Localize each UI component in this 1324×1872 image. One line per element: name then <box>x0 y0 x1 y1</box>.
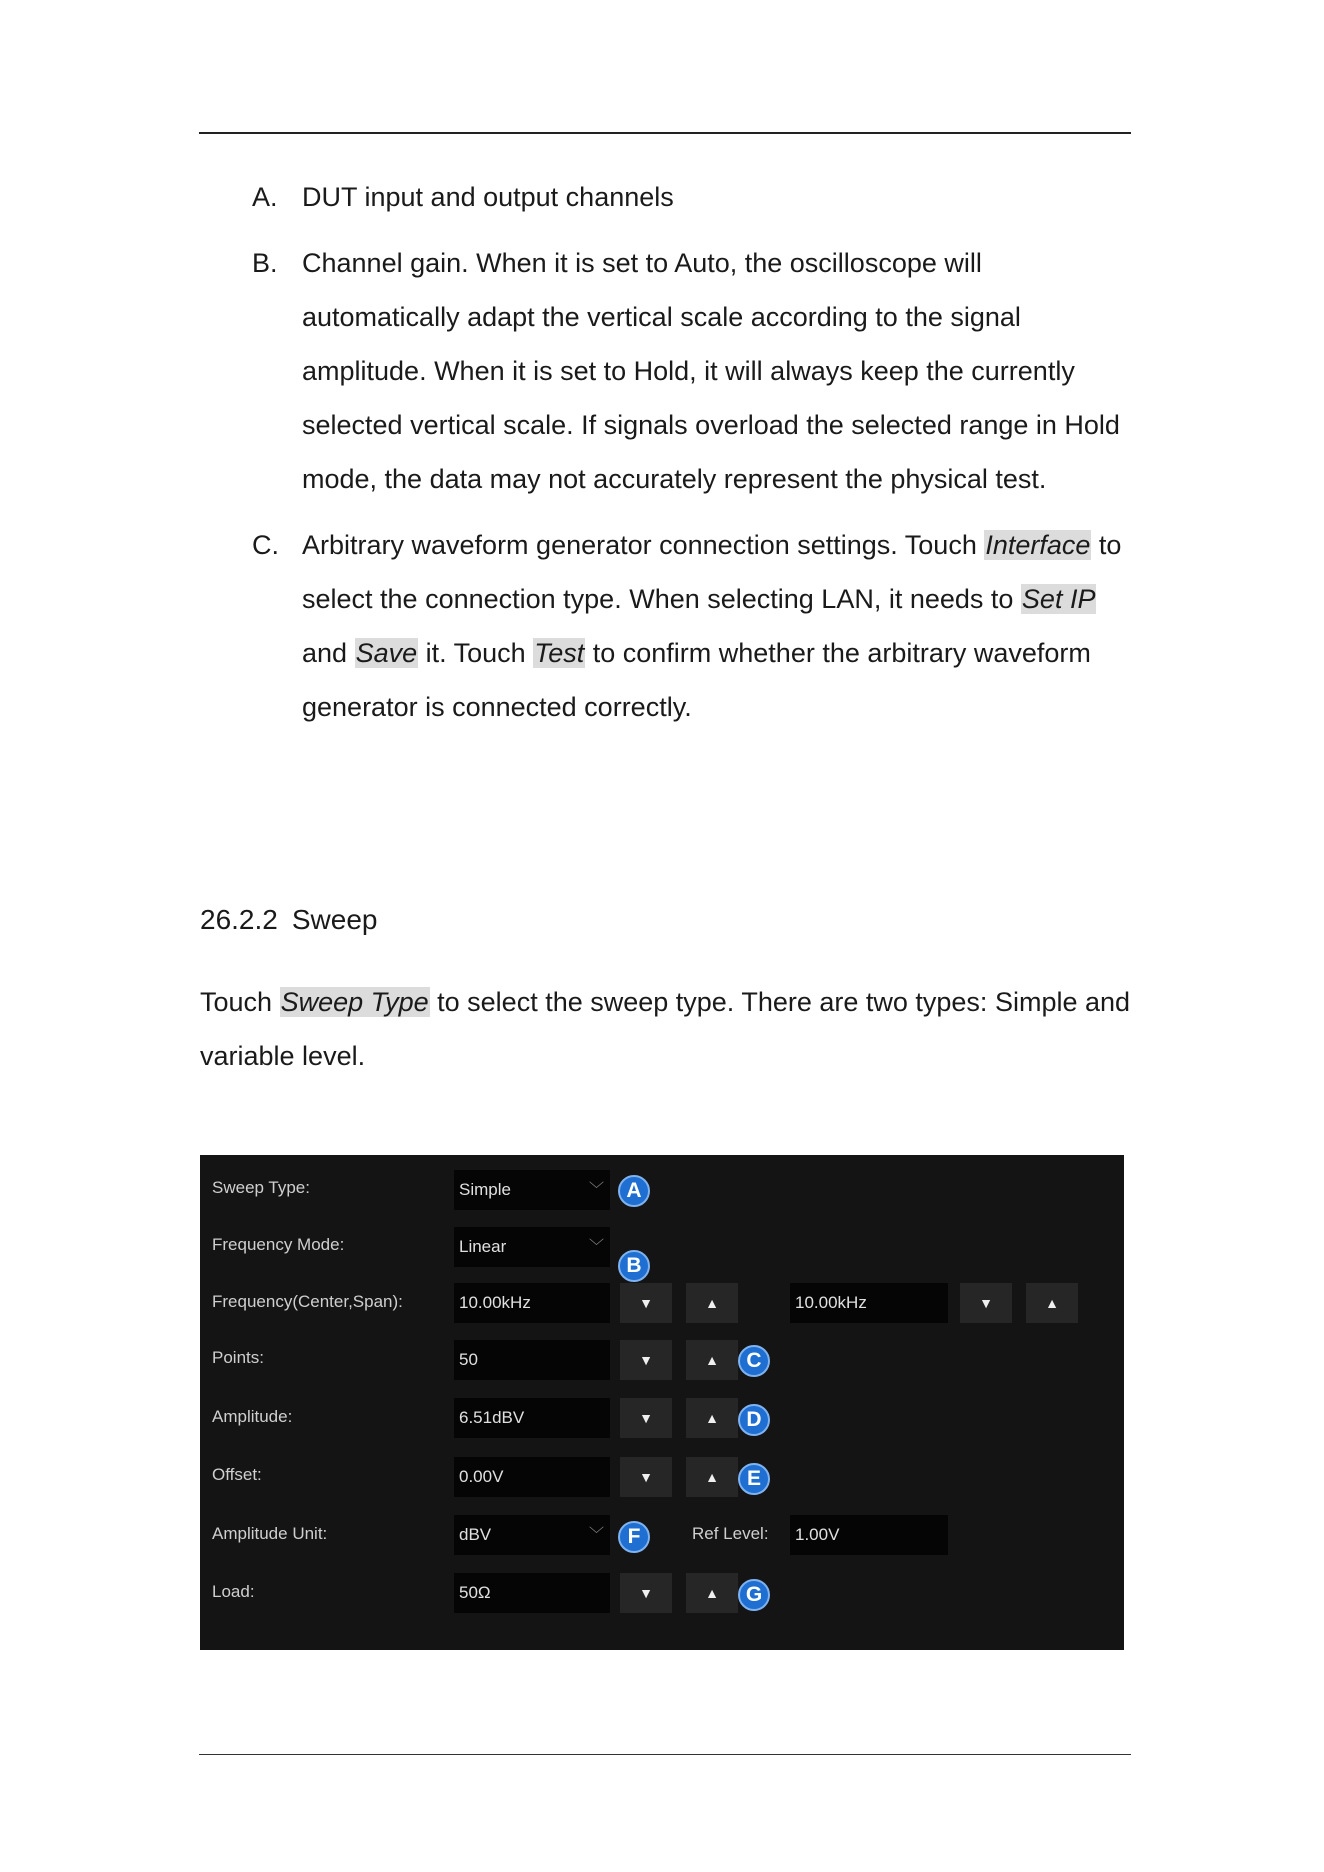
offset-down-button[interactable]: ▼ <box>620 1457 672 1497</box>
frequency-center-down-button[interactable]: ▼ <box>620 1283 672 1323</box>
menu-term: Test <box>534 638 585 668</box>
section-title: Sweep <box>291 904 378 935</box>
footer-rule <box>199 1754 1131 1755</box>
text-run: it. Touch <box>418 638 534 668</box>
menu-term: Set IP <box>1021 584 1096 614</box>
list-item-text <box>302 170 1132 224</box>
chevron-down-icon: ﹀ <box>588 1181 604 1198</box>
text-run: Arbitrary waveform generator connection settings. Touch <box>302 530 985 560</box>
offset-label: Offset: <box>212 1465 262 1484</box>
frequency-mode-value: Linear <box>459 1237 507 1256</box>
list-marker: C. <box>252 530 279 560</box>
offset-input[interactable]: 0.00V <box>454 1457 610 1497</box>
load-input[interactable]: 50Ω <box>454 1573 610 1613</box>
para-text: to select the sweep type. There are two types: Simple and variable level. <box>200 987 1131 1071</box>
menu-term: Save <box>355 638 418 668</box>
amplitude-input[interactable]: 6.51dBV <box>454 1398 610 1438</box>
para-text: Touch <box>200 987 280 1017</box>
frequency-center-up-button[interactable]: ▲ <box>686 1283 738 1323</box>
points-input[interactable]: 50 <box>454 1340 610 1380</box>
frequency-mode-select[interactable] <box>454 1227 610 1267</box>
points-label: Points: <box>212 1348 264 1367</box>
list-item-text <box>302 518 1132 734</box>
points-down-button[interactable]: ▼ <box>620 1340 672 1380</box>
amplitude-down-button[interactable]: ▼ <box>620 1398 672 1438</box>
frequency-span-down-button[interactable]: ▼ <box>960 1283 1012 1323</box>
points-up-button[interactable]: ▲ <box>686 1340 738 1380</box>
list-item <box>252 236 1132 506</box>
amplitude-unit-value: dBV <box>459 1525 492 1544</box>
list-item <box>252 518 1132 734</box>
sweep-type-select[interactable] <box>454 1170 610 1210</box>
frequency-label: Frequency(Center,Span): <box>212 1292 403 1311</box>
frequency-span-input[interactable]: 10.00kHz <box>790 1283 948 1323</box>
sweep-type-value: Simple <box>459 1180 511 1199</box>
list-marker: A. <box>252 182 278 212</box>
list-item-text <box>302 236 1132 506</box>
sweep-settings-panel <box>200 1155 1124 1650</box>
frequency-mode-label: Frequency Mode: <box>212 1235 345 1254</box>
callout-badge-d: D <box>738 1404 770 1436</box>
offset-up-button[interactable]: ▲ <box>686 1457 738 1497</box>
frequency-span-up-button[interactable]: ▲ <box>1026 1283 1078 1323</box>
text-run: Channel gain. When it is set to Auto, the oscilloscope will automatically adapt the vertical scale according to the signal amplitude. When it is set to Hold, it will always keep the currently selected vertical scale. If signals overload the selected range in Hold mode, the data may not accurately represent the physical test. <box>302 248 1120 494</box>
chevron-down-icon: ﹀ <box>588 1526 604 1543</box>
load-down-button[interactable]: ▼ <box>620 1573 672 1613</box>
list-marker: B. <box>252 248 278 278</box>
text-run: to confirm whether the arbitrary waveform generator is connected correctly. <box>302 638 1091 722</box>
callout-badge-f: F <box>618 1521 650 1553</box>
text-run: and <box>302 638 355 668</box>
ref-level-label: Ref Level: <box>692 1524 769 1543</box>
callout-badge-a: A <box>618 1175 650 1207</box>
callout-badge-b: B <box>618 1250 650 1282</box>
text-run: DUT input and output channels <box>302 182 674 212</box>
amplitude-unit-select[interactable] <box>454 1515 610 1555</box>
callout-badge-e: E <box>738 1463 770 1495</box>
load-label: Load: <box>212 1582 255 1601</box>
section-number: 26.2.2 <box>200 904 278 935</box>
text-run: to select the connection type. When selecting LAN, it needs to <box>302 530 1122 614</box>
amplitude-label: Amplitude: <box>212 1407 293 1426</box>
menu-term: Interface <box>985 530 1091 560</box>
callout-badge-c: C <box>738 1345 770 1377</box>
list-item <box>252 170 1132 224</box>
sweep-type-label: Sweep Type: <box>212 1178 310 1197</box>
header-rule <box>199 132 1131 134</box>
section-heading <box>200 895 377 945</box>
load-up-button[interactable]: ▲ <box>686 1573 738 1613</box>
frequency-center-input[interactable]: 10.00kHz <box>454 1283 610 1323</box>
callout-list <box>252 170 1132 746</box>
callout-badge-g: G <box>738 1579 770 1611</box>
chevron-down-icon: ﹀ <box>588 1238 604 1255</box>
ref-level-input[interactable]: 1.00V <box>790 1515 948 1555</box>
amplitude-unit-label: Amplitude Unit: <box>212 1524 328 1543</box>
sweep-type-term: Sweep Type <box>280 987 429 1017</box>
amplitude-up-button[interactable]: ▲ <box>686 1398 738 1438</box>
sweep-paragraph <box>200 975 1140 1083</box>
